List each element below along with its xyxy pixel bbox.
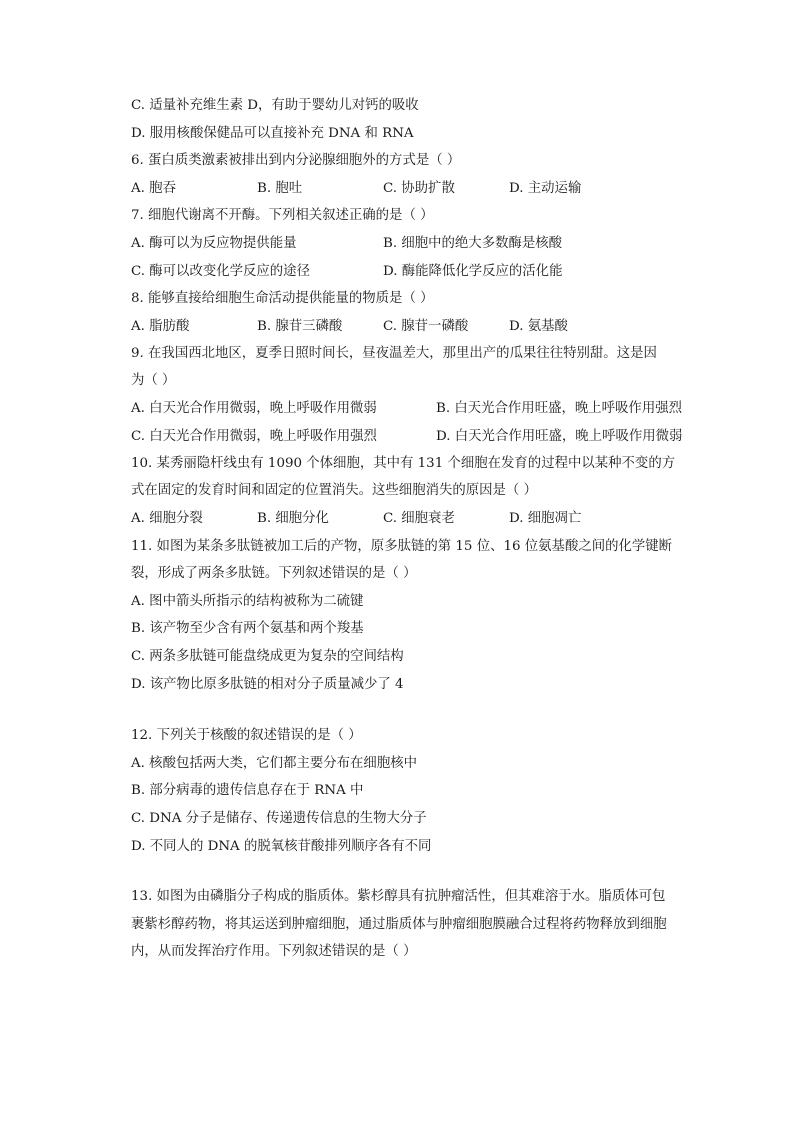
- q6-option-d: D. 主动运输: [509, 181, 582, 196]
- q7-stem: 7. 细胞代谢离不开酶。下列相关叙述正确的是（ ）: [131, 208, 434, 223]
- q7-option-d: D. 酶能降低化学反应的活化能: [383, 264, 563, 279]
- q13-stem-line1: 13. 如图为由磷脂分子构成的脂质体。紫杉醇具有抗肿瘤活性，但其难溶于水。脂质体可包: [131, 889, 666, 904]
- q12-option-a: A. 核酸包括两大类，它们都主要分布在细胞核中: [131, 756, 417, 771]
- q8-option-b: B. 腺苷三磷酸: [257, 319, 343, 334]
- q13-stem-line2: 裹紫杉醇药物，将其运送到肿瘤细胞，通过脂质体与肿瘤细胞膜融合过程将药物释放到细胞: [131, 917, 667, 932]
- q9-stem-line1: 9. 在我国西北地区，夏季日照时间长，昼夜温差大，那里出产的瓜果往往特别甜。这是因: [131, 346, 657, 361]
- q10-stem-line2: 式在固定的发育时间和固定的位置消失。这些细胞消失的原因是（ ）: [131, 483, 537, 498]
- q12-option-d: D. 不同人的 DNA 的脱氧核苷酸排列顺序各有不同: [131, 839, 432, 854]
- q11-stem-line1: 11. 如图为某条多肽链被加工后的产物，原多肽链的第 15 位、16 位氨基酸之间的化学键断: [131, 539, 673, 554]
- q12-option-c: C. DNA 分子是储存、传递遗传信息的生物大分子: [131, 811, 427, 826]
- q8-stem: 8. 能够直接给细胞生命活动提供能量的物质是（ ）: [131, 291, 434, 306]
- q12-stem: 12. 下列关于核酸的叙述错误的是（ ）: [131, 728, 362, 743]
- q10-option-c: C. 细胞衰老: [383, 511, 455, 526]
- q7-option-a: A. 酶可以为反应物提供能量: [131, 236, 297, 251]
- q9-option-b: B. 白天光合作用旺盛，晚上呼吸作用强烈: [436, 401, 682, 416]
- q10-option-b: B. 细胞分化: [257, 511, 329, 526]
- q8-option-d: D. 氨基酸: [509, 319, 568, 334]
- q11-stem-line2: 裂，形成了两条多肽链。下列叙述错误的是（ ）: [131, 566, 417, 581]
- q10-option-a: A. 细胞分裂: [131, 511, 203, 526]
- q11-option-c: C. 两条多肽链可能盘绕成更为复杂的空间结构: [131, 649, 404, 664]
- q9-stem-line2: 为（ ）: [131, 373, 176, 388]
- q9-option-d: D. 白天光合作用旺盛，晚上呼吸作用微弱: [436, 429, 683, 444]
- q8-option-c: C. 腺苷一磷酸: [383, 319, 469, 334]
- q6-option-b: B. 胞吐: [257, 181, 303, 196]
- q10-stem-line1: 10. 某秀丽隐杆线虫有 1090 个体细胞，其中有 131 个细胞在发育的过程中以某种不变的方: [131, 456, 676, 471]
- q5-option-d: D. 服用核酸保健品可以直接补充 DNA 和 RNA: [131, 126, 414, 141]
- q12-option-b: B. 部分病毒的遗传信息存在于 RNA 中: [131, 783, 364, 798]
- q13-stem-line3: 内，从而发挥治疗作用。下列叙述错误的是（ ）: [131, 944, 417, 959]
- q9-option-a: A. 白天光合作用微弱，晚上呼吸作用微弱: [131, 401, 377, 416]
- q11-option-b: B. 该产物至少含有两个氨基和两个羧基: [131, 621, 364, 636]
- q6-option-a: A. 胞吞: [131, 181, 176, 196]
- q10-option-d: D. 细胞凋亡: [509, 511, 582, 526]
- q11-option-d: D. 该产物比原多肽链的相对分子质量减少了 4: [131, 677, 404, 692]
- q6-stem: 6. 蛋白质类激素被排出到内分泌腺细胞外的方式是（ ）: [131, 153, 461, 168]
- q5-option-c: C. 适量补充维生素 D，有助于婴幼儿对钙的吸收: [131, 98, 419, 113]
- q11-option-a: A. 图中箭头所指示的结构被称为二硫键: [131, 594, 364, 609]
- q9-option-c: C. 白天光合作用微弱，晚上呼吸作用强烈: [131, 429, 377, 444]
- q6-option-c: C. 协助扩散: [383, 181, 455, 196]
- q7-option-c: C. 酶可以改变化学反应的途径: [131, 264, 310, 279]
- q8-option-a: A. 脂肪酸: [131, 319, 190, 334]
- q7-option-b: B. 细胞中的绝大多数酶是核酸: [383, 236, 563, 251]
